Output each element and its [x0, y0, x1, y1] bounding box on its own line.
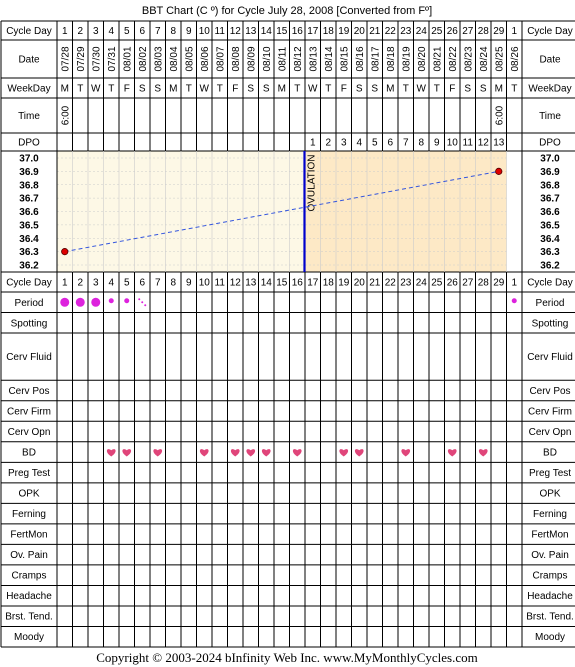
cycle-day-cell: 19 [338, 277, 350, 289]
row-label-fertmon: FertMon [10, 529, 48, 541]
bd-heart [153, 449, 162, 456]
cycle-day-cell: 20 [353, 26, 365, 37]
dpo-cell: 10 [446, 137, 458, 149]
weekday-cell: T [325, 83, 332, 95]
cycle-day-cell: 29 [493, 26, 505, 37]
weekday-cell: M [60, 83, 69, 95]
date-cell: 08/07 [215, 46, 227, 72]
weekday-cell: S [371, 83, 379, 95]
dpo-cell: 8 [418, 137, 425, 149]
row-label-cerv-fluid-right: Cerv Fluid [527, 352, 573, 364]
y-tick-right: 36.3 [540, 247, 560, 259]
cycle-day-cell: 1 [61, 26, 68, 37]
cycle-day-cell: 29 [493, 277, 505, 289]
dpo-cell: 9 [433, 137, 440, 149]
date-cell: 08/12 [292, 46, 304, 72]
date-cell: 08/17 [370, 46, 382, 72]
row-label-opk-right: OPK [539, 488, 561, 500]
y-tick-left: 36.9 [19, 166, 39, 178]
row-label-dpo-right: DPO [539, 137, 561, 149]
cycle-day-cell: 13 [245, 26, 257, 37]
period-mark [141, 301, 143, 303]
weekday-cell: S [247, 83, 255, 95]
cycle-day-cell: 7 [154, 26, 161, 37]
period-mark [138, 298, 140, 300]
dpo-cell: 4 [356, 137, 363, 149]
cycle-day-cell: 1 [61, 277, 68, 289]
ovulation-label: OVULATION [306, 154, 318, 212]
cycle-day-cell: 12 [229, 26, 241, 37]
weekday-cell: S [138, 83, 146, 95]
weekday-cell: T [108, 83, 115, 95]
dpo-cell: 6 [387, 137, 394, 149]
cycle-day-cell: 11 [214, 277, 225, 289]
row-label-ov-pain-right: Ov. Pain [531, 550, 569, 562]
cycle-day-cell: 22 [384, 277, 396, 289]
weekday-cell: S [154, 83, 162, 95]
time-cell: 6:00 [494, 105, 506, 126]
cycle-day-cell: 19 [338, 26, 350, 37]
cycle-day-cell: 26 [446, 26, 458, 37]
date-cell: 08/14 [323, 46, 335, 72]
y-tick-left: 36.8 [19, 180, 39, 192]
weekday-cell: F [123, 83, 130, 95]
weekday-cell: F [449, 83, 456, 95]
dpo-cell: 3 [340, 137, 347, 149]
weekday-cell: M [277, 83, 286, 95]
date-cell: 07/29 [75, 46, 87, 72]
dpo-cell: 12 [477, 137, 489, 149]
temp-point [496, 168, 502, 174]
date-cell: 08/01 [122, 46, 134, 72]
y-tick-left: 36.6 [19, 207, 39, 218]
cycle-day-cell: 24 [415, 26, 427, 37]
cycle-day-cell: 23 [400, 277, 412, 289]
cycle-day-cell: 16 [291, 26, 303, 37]
date-cell: 08/15 [339, 46, 351, 72]
date-cell: 07/28 [60, 46, 72, 72]
row-label-time-right: Time [539, 111, 561, 122]
row-label-cramps-right: Cramps [532, 570, 568, 582]
row-label-period-right: Period [535, 297, 565, 309]
cycle-day-cell: 21 [369, 26, 381, 37]
cycle-day-cell: 17 [307, 277, 319, 289]
y-tick-right: 36.4 [540, 233, 560, 245]
row-label-cerv-opn-right: Cerv Opn [528, 427, 572, 439]
weekday-cell: M [494, 83, 503, 95]
cycle-day-cell: 6 [139, 26, 146, 37]
date-cell: 08/08 [230, 46, 242, 72]
cycle-day-cell: 7 [154, 277, 161, 289]
date-cell: 08/18 [385, 46, 397, 72]
date-cell: 08/20 [416, 46, 428, 72]
cycle-day-cell: 15 [276, 277, 288, 289]
row-label-moody-right: Moody [534, 632, 566, 644]
bd-heart [122, 449, 131, 456]
weekday-cell: F [232, 83, 239, 95]
period-mark [91, 298, 100, 307]
period-mark [144, 304, 146, 306]
date-cell: 07/30 [91, 46, 103, 72]
row-label-cycle: Cycle Day [6, 26, 52, 37]
row-label-ferning-right: Ferning [533, 509, 567, 521]
bd-heart [200, 449, 209, 456]
time-cell: 6:00 [60, 105, 72, 126]
cycle-day-cell: 28 [477, 277, 489, 289]
y-tick-right: 36.7 [540, 193, 560, 205]
period-mark [60, 298, 69, 307]
row-label-preg-test-right: Preg Test [528, 468, 572, 480]
row-label-period: Period [14, 297, 44, 309]
y-tick-right: 36.8 [540, 180, 560, 192]
row-label-cerv-opn: Cerv Opn [7, 427, 51, 439]
row-label-ov-pain: Ov. Pain [10, 550, 48, 562]
cycle-day-cell: 5 [123, 26, 130, 37]
cycle-day-cell: 9 [185, 277, 192, 289]
cycle-day-cell: 3 [92, 277, 99, 289]
period-mark [512, 298, 517, 303]
weekday-cell: W [199, 83, 209, 95]
cycle-day-cell: 23 [400, 26, 412, 37]
footer-copyright: Copyright © 2003-2024 bInfinity Web Inc. www.MyMonthlyCycles.com [96, 650, 478, 665]
cycle-day-cell: 21 [369, 277, 381, 289]
cycle-day-cell: 12 [229, 277, 241, 289]
dpo-cell: 1 [309, 137, 316, 149]
cycle-day-cell: 10 [198, 26, 210, 37]
y-tick-right: 36.5 [540, 220, 560, 232]
row-label-dpo: DPO [18, 137, 40, 149]
row-label-cycle2: Cycle Day [6, 277, 52, 289]
y-tick-right: 37.0 [540, 153, 560, 165]
cycle-day-cell: 4 [108, 26, 115, 37]
cycle-day-cell: 28 [477, 26, 489, 37]
weekday-cell: T [433, 83, 440, 95]
cycle-day-cell: 16 [291, 277, 303, 289]
dpo-cell: 5 [371, 137, 378, 149]
bd-heart [231, 449, 240, 456]
cycle-day-cell: 14 [260, 26, 272, 37]
row-label-cycle-right: Cycle Day [527, 26, 573, 37]
row-label-cerv-pos: Cerv Pos [8, 385, 50, 397]
cycle-day-cell: 26 [446, 277, 458, 289]
row-label-cycle2-right: Cycle Day [527, 277, 573, 289]
dpo-cell: 13 [493, 137, 505, 149]
y-tick-left: 36.2 [19, 260, 39, 272]
weekday-cell: T [77, 83, 84, 95]
y-tick-left: 36.3 [19, 247, 39, 259]
dpo-cell: 11 [462, 137, 473, 149]
row-label-date-right: Date [539, 54, 561, 66]
row-label-cramps: Cramps [11, 570, 47, 582]
bd-heart [355, 449, 364, 456]
period-mark [124, 298, 129, 303]
row-label-date: Date [18, 54, 40, 66]
row-label-weekday-right: WeekDay [528, 83, 572, 95]
date-cell: 08/22 [447, 46, 459, 72]
date-cell: 08/21 [432, 46, 444, 72]
cycle-day-cell: 1 [511, 277, 518, 289]
bd-heart [339, 449, 348, 456]
period-mark [76, 298, 85, 307]
row-label-cerv-fluid: Cerv Fluid [6, 352, 52, 364]
date-cell: 08/09 [246, 46, 258, 72]
row-label-cerv-firm-right: Cerv Firm [528, 406, 572, 418]
cycle-day-cell: 4 [108, 277, 115, 289]
weekday-cell: S [262, 83, 270, 95]
weekday-cell: T [402, 83, 409, 95]
cycle-day-cell: 18 [322, 277, 334, 289]
weekday-cell: T [216, 83, 223, 95]
bd-heart [293, 449, 302, 456]
cycle-day-cell: 15 [276, 26, 288, 37]
row-label-moody: Moody [13, 632, 45, 644]
date-cell: 08/25 [494, 46, 506, 72]
row-label-spotting-right: Spotting [531, 318, 569, 330]
cycle-day-cell: 3 [92, 26, 99, 37]
cycle-day-cell: 25 [431, 277, 443, 289]
date-cell: 07/31 [106, 46, 118, 72]
date-cell: 08/06 [199, 46, 211, 72]
cycle-day-cell: 24 [415, 277, 427, 289]
row-label-cerv-firm: Cerv Firm [7, 406, 51, 418]
weekday-cell: T [294, 83, 301, 95]
row-label-brst-tend-right: Brst. Tend. [526, 611, 574, 623]
cycle-day-cell: 17 [307, 26, 319, 37]
dpo-cell: 2 [325, 137, 332, 149]
weekday-cell: F [340, 83, 347, 95]
bd-heart [262, 449, 271, 456]
weekday-cell: T [185, 83, 192, 95]
dpo-cell: 7 [402, 137, 409, 149]
bd-heart [246, 449, 255, 456]
weekday-cell: S [464, 83, 472, 95]
cycle-day-cell: 18 [322, 26, 334, 37]
row-label-time: Time [18, 111, 40, 122]
bd-heart [107, 449, 116, 456]
y-tick-left: 36.5 [19, 220, 39, 232]
date-cell: 08/02 [137, 46, 149, 72]
date-cell: 08/19 [401, 46, 413, 72]
date-cell: 08/05 [184, 46, 196, 72]
weekday-cell: W [308, 83, 318, 95]
date-cell: 08/23 [463, 46, 475, 72]
y-tick-left: 37.0 [19, 153, 39, 165]
y-tick-right: 36.9 [540, 166, 560, 178]
temp-point [62, 248, 68, 254]
row-label-fertmon-right: FertMon [531, 529, 569, 541]
weekday-cell: M [386, 83, 395, 95]
bd-heart [401, 449, 410, 456]
cycle-day-cell: 10 [198, 277, 210, 289]
bd-heart [479, 449, 488, 456]
cycle-day-cell: 1 [511, 26, 518, 37]
row-label-headache: Headache [6, 591, 52, 603]
cycle-day-cell: 20 [353, 277, 365, 289]
cycle-day-cell: 5 [123, 277, 130, 289]
cycle-day-cell: 8 [170, 26, 177, 37]
cycle-day-cell: 6 [139, 277, 146, 289]
weekday-cell: M [169, 83, 178, 95]
cycle-day-cell: 27 [462, 26, 474, 37]
bd-heart [448, 449, 457, 456]
row-label-brst-tend: Brst. Tend. [5, 611, 53, 623]
row-label-opk: OPK [18, 488, 40, 500]
cycle-day-cell: 13 [245, 277, 257, 289]
date-cell: 08/03 [153, 46, 165, 72]
cycle-day-cell: 14 [260, 277, 272, 289]
row-label-spotting: Spotting [10, 318, 48, 330]
cycle-day-cell: 11 [214, 26, 225, 37]
row-label-ferning: Ferning [12, 509, 46, 521]
weekday-cell: T [511, 83, 518, 95]
y-tick-left: 36.7 [19, 193, 39, 205]
cycle-day-cell: 27 [462, 277, 474, 289]
row-label-weekday: WeekDay [7, 83, 51, 95]
cycle-day-cell: 8 [170, 277, 177, 289]
date-cell: 08/26 [509, 46, 521, 72]
cycle-day-cell: 25 [431, 26, 443, 37]
row-label-bd: BD [22, 447, 36, 459]
row-label-headache-right: Headache [527, 591, 573, 603]
cycle-day-cell: 2 [77, 26, 84, 37]
date-cell: 08/24 [478, 46, 490, 72]
date-cell: 08/04 [168, 46, 180, 72]
weekday-cell: W [416, 83, 426, 95]
weekday-cell: W [91, 83, 101, 95]
cycle-day-cell: 2 [77, 277, 84, 289]
weekday-cell: S [355, 83, 363, 95]
y-tick-right: 36.6 [540, 207, 560, 218]
row-label-bd-right: BD [543, 447, 557, 459]
row-label-preg-test: Preg Test [7, 468, 51, 480]
y-tick-right: 36.2 [540, 260, 560, 272]
period-mark [109, 298, 114, 303]
weekday-cell: S [479, 83, 487, 95]
date-cell: 08/10 [261, 46, 273, 72]
row-label-cerv-pos-right: Cerv Pos [529, 385, 571, 397]
cycle-day-cell: 22 [384, 26, 396, 37]
date-cell: 08/11 [277, 46, 289, 72]
date-cell: 08/13 [308, 46, 320, 72]
y-tick-left: 36.4 [19, 233, 39, 245]
chart-title: BBT Chart (C º) for Cycle July 28, 2008 [Converted from Fº] [141, 5, 433, 17]
cycle-day-cell: 9 [185, 26, 192, 37]
date-cell: 08/16 [354, 46, 366, 72]
